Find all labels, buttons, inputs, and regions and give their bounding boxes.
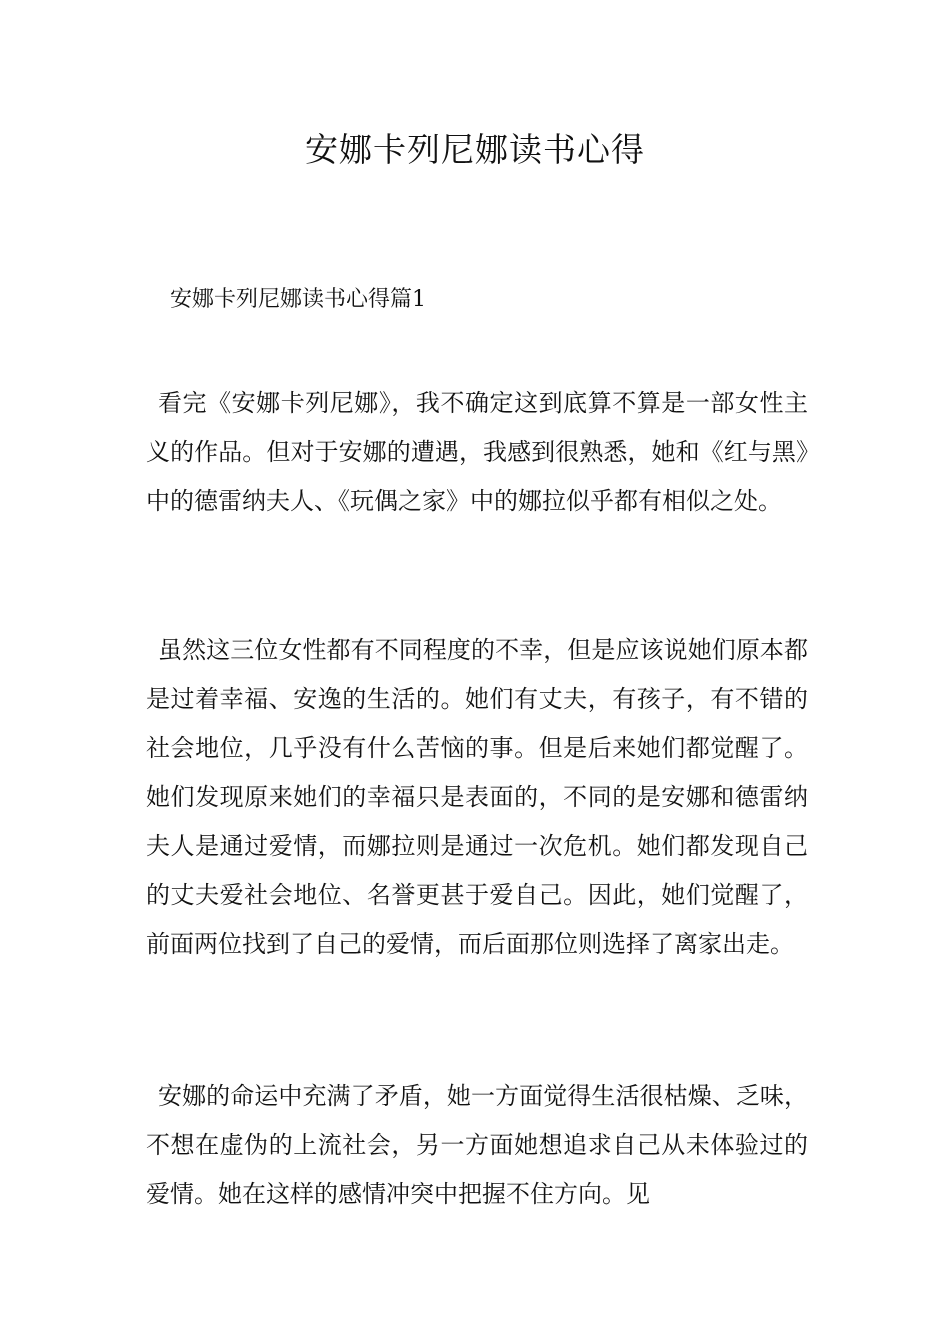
paragraph-3: 安娜的命运中充满了矛盾，她一方面觉得生活很枯燥、乏味，不想在虚伪的上流社会，另一方面她想追求自己从未体验过的爱情。她在这样的感情冲突中把握不住方向。见 — [146, 1082, 808, 1208]
paragraph-2: 虽然这三位女性都有不同程度的不幸，但是应该说她们原本都是过着幸福、安逸的生活的。她们有丈夫，有孩子，有不错的社会地位，几乎没有什么苦恼的事。但是后来她们都觉醒了。她们发现原来她们的幸福只是表面的，不同的是安娜和德雷纳夫人是通过爱情，而娜拉则是通过一次危机。她们都发现自己的丈夫爱社会地位、名誉更甚于爱自己。因此，她们觉醒了，前面两位找到了自己的爱情，而后面那位则选择了离家出走。 — [146, 636, 808, 958]
document-title: 安娜卡列尼娜读书心得 — [305, 130, 645, 169]
paragraph-1: 看完《安娜卡列尼娜》，我不确定这到底算不算是一部女性主义的作品。但对于安娜的遭遇，我感到很熟悉，她和《红与黑》中的德雷纳夫人、《玩偶之家》中的娜拉似乎都有相似之处。 — [146, 389, 808, 515]
section-heading: 安娜卡列尼娜读书心得篇1 — [170, 287, 426, 312]
